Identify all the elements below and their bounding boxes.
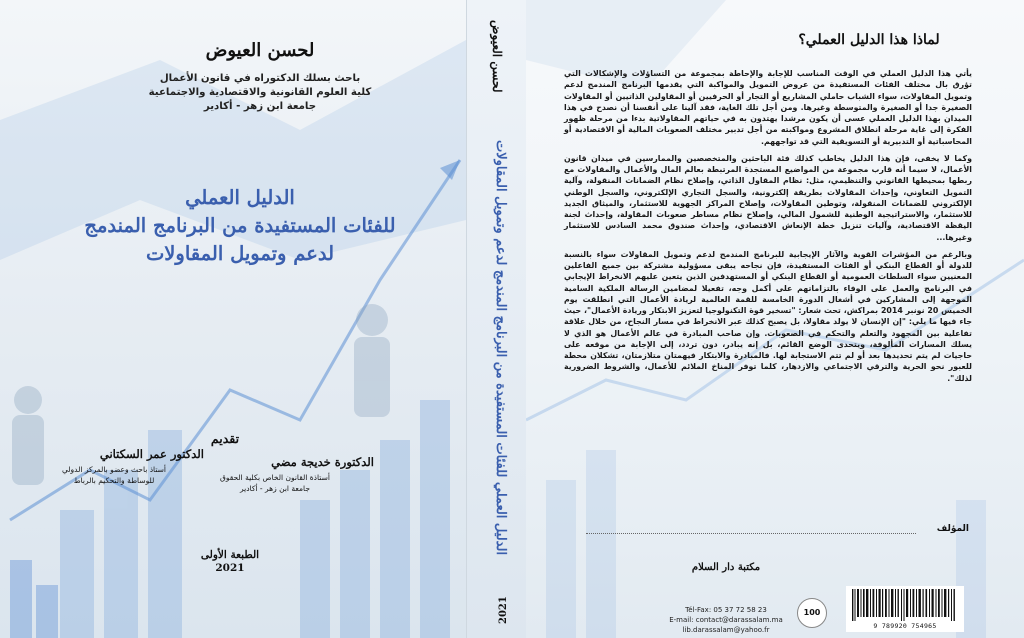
edition-label: الطبعة الأولى: [200, 549, 260, 561]
spine-title-box: [478, 140, 518, 580]
author-name: لحسن العيوض: [205, 40, 315, 61]
presenter-2-line: للوساطة والتحكيم بالرباط: [73, 476, 155, 485]
presenter-2: [24, 447, 204, 486]
back-cover: [526, 0, 1024, 638]
signature-dotted-line: [586, 533, 916, 534]
title-line: للفئات المستفيدة من البرنامج المندمج: [84, 214, 396, 237]
back-author-label: المؤلف: [936, 524, 969, 534]
publisher-contact: Tél-Fax: 05 37 72 58 23: [685, 606, 767, 614]
back-blurb: [564, 68, 972, 390]
presenter-1-line: أستاذة القانون الخاص بكلية الحقوق: [220, 473, 330, 482]
affiliation-line: جامعة ابن زهر - أكادير: [203, 101, 317, 112]
presenter-1-line: جامعة ابن زهر - أكادير: [240, 484, 310, 493]
blurb-paragraph: وبالرغم من المؤشرات القوية والآثار الإيجابية للبرنامج المندمج لدعم وتمويل المقاولات سواء بالنسبة للدولة أو القطاع البنكي أو الفئات المستفيدة، فإن نجاحه يبقى مسؤولية مشتركة بين جميع الفاعلين المعنيين سواء السلطات العمومية أو القطاع البنكي أو المستهدفين الذين يتعين عليهم الانخراط الإيجابي في البرنامج والعمل على الوفاء بالتزاماتهم على أكمل وجه، تفعيلا لمضامين الرسالة الملكية السامية الموجهة إلى المشاركين في أشغال الدورة الخامسة للقمة العالمية لريادة الأعمال التي انطلقت يوم الخميس 20 نونبر 2014 بمراكش، تحت شعار: "تسخير قوة التكنولوجيا لتعزيز الابتكار وريادة الأعمال"، حيث جاء فيها ما يلي: "إن الإنسان لا يولد مقاولا، بل يصبح كذلك عبر الانخراط في مسار النجاح، من خلال علاقة تفاعلية بين المجهود والتعلم والتحكم في الصعوبات. وإن صاحب المبادرة في عالم الأعمال هو الذي لا يسلك المسارات المألوفة، ويتحدى الوضع القائم، بل إنه يبادر، دون تردد، إلى الإجابة من موقعه على حاجيات لم يتم تحديدها بعد أو لم تتم الاستجابة لها. فالمبادرة والابتكار فيهمتان متلازمتان، تشكلان محطة للعبور نحو الحرية والترقي الاجتماعي والازدهار، كلما توفر المناخ الملائم للأعمال، والشروط الضرورية لذلك".: [564, 249, 972, 383]
spine-year-box: [476, 594, 516, 624]
spine-author: لحسن العيوض: [490, 20, 504, 93]
affiliation-line: باحث بسلك الدكتوراه في قانون الأعمال: [159, 73, 361, 84]
blurb-paragraph: وكما لا يخفى، فإن هذا الدليل يخاطب كذلك فئة الباحثين والمتخصصين والممارسين في ميدان قانون الأعمال، لا سيما أنه قارب مجموعة من المواضيع المستجدة المرتبطة بعالم المال والأعمال والمقاولات مع ربطها بمحيطها القانوني والتنظيمي، مثل: نظام المقاول الذاتي، وإصلاح نظام الضمانات المنقولة، وآلية التمويل التعاوني، وإحداث المقاولات بطريقة إلكترونية، والسجل التجاري الإلكتروني، والسجل الوطني الإلكتروني للضمانات المنقولة، وتوطين المقاولات، وإصلاح المراكز الجهوية للاستثمار، والميثاق الجديد للاستثمار، والاستراتيجية الوطنية للشمول المالي، وإصلاح نظام مساطر صعوبات المقاولة، وإحداث لجنة اليقظة الاقتصادية، وآليات تنزيل خطة الإنعاش الاقتصادي، وإحداث صندوق محمد السادس للاستثمار وغيرها...: [564, 153, 972, 242]
spine-year: 2021: [498, 596, 509, 624]
affiliation-line: كلية العلوم القانونية والاقتصادية والاجتماعية: [148, 87, 372, 98]
edition-info: [170, 548, 290, 575]
presenters-heading: تقديم: [210, 431, 240, 446]
spine-title: الدليل العملي للفئات المستفيدة من البرنامج المندمج لدعم وتمويل المقاولات: [493, 140, 508, 556]
price-badge: 100: [797, 598, 827, 628]
edition-year: 2021: [215, 562, 245, 574]
title-line: لدعم وتمويل المقاولات: [145, 242, 335, 265]
author-affiliation: [70, 72, 450, 114]
publisher-name: مكتبة دار السلام: [691, 562, 761, 573]
book-title: [40, 184, 440, 268]
presenter-2-name: الدكتور عمر السكتاني: [99, 447, 204, 461]
blurb-paragraph: يأتي هذا الدليل العملي في الوقت المناسب للإجابة والإحاطة بمجموعة من التساؤلات والإشكالات التي تؤرق بال مختلف الفئات المستفيدة من عروض التمويل والمواكبة التي يقدمها البرنامج المندمج لدعم وتمويل المقاولات، سواء الشباب حاملي المشاريع أو التجار أو الحرفيين أو المقاولين الذاتيين أو المقاولات الصغيرة جدا أو الصغيرة والمتوسطة وغيرها. ومن أجل تلك الغاية، فقد آلينا على أنفسنا أن نصدح في هذا الميدان بهذا الدليل العملي عسى أن يكون مرشدا يهتدون به في حياتهم المقاولاتية بدءا من مرحلة ظهور الفكرة إلى غاية مرحلة انطلاق المشروع ومواكبته من أجل تدبير مختلف الصعوبات المالية أو الاقتصادية أو المحاسباتية أو التدبيرية أو التسويقية التي قد تواجههم.: [564, 69, 972, 146]
publisher-contact: E-mail: contact@darassalam.ma: [669, 616, 783, 624]
front-cover: [0, 0, 466, 638]
isbn-barcode: [846, 586, 964, 632]
presenter-1-name: الدكتورة خديجة مضي: [271, 455, 374, 469]
barcode-bars: [850, 589, 960, 621]
presenter-2-line: أستاذ باحث وعضو بالمركز الدولي: [62, 465, 166, 474]
publisher-contact: lib.darassalam@yahoo.fr: [682, 626, 770, 634]
title-line: الدليل العملي: [185, 186, 295, 209]
publisher-info: [626, 562, 826, 635]
isbn-number: 9 789920 754965: [873, 622, 937, 630]
back-heading: لماذا هذا الدليل العملي؟: [798, 32, 940, 48]
